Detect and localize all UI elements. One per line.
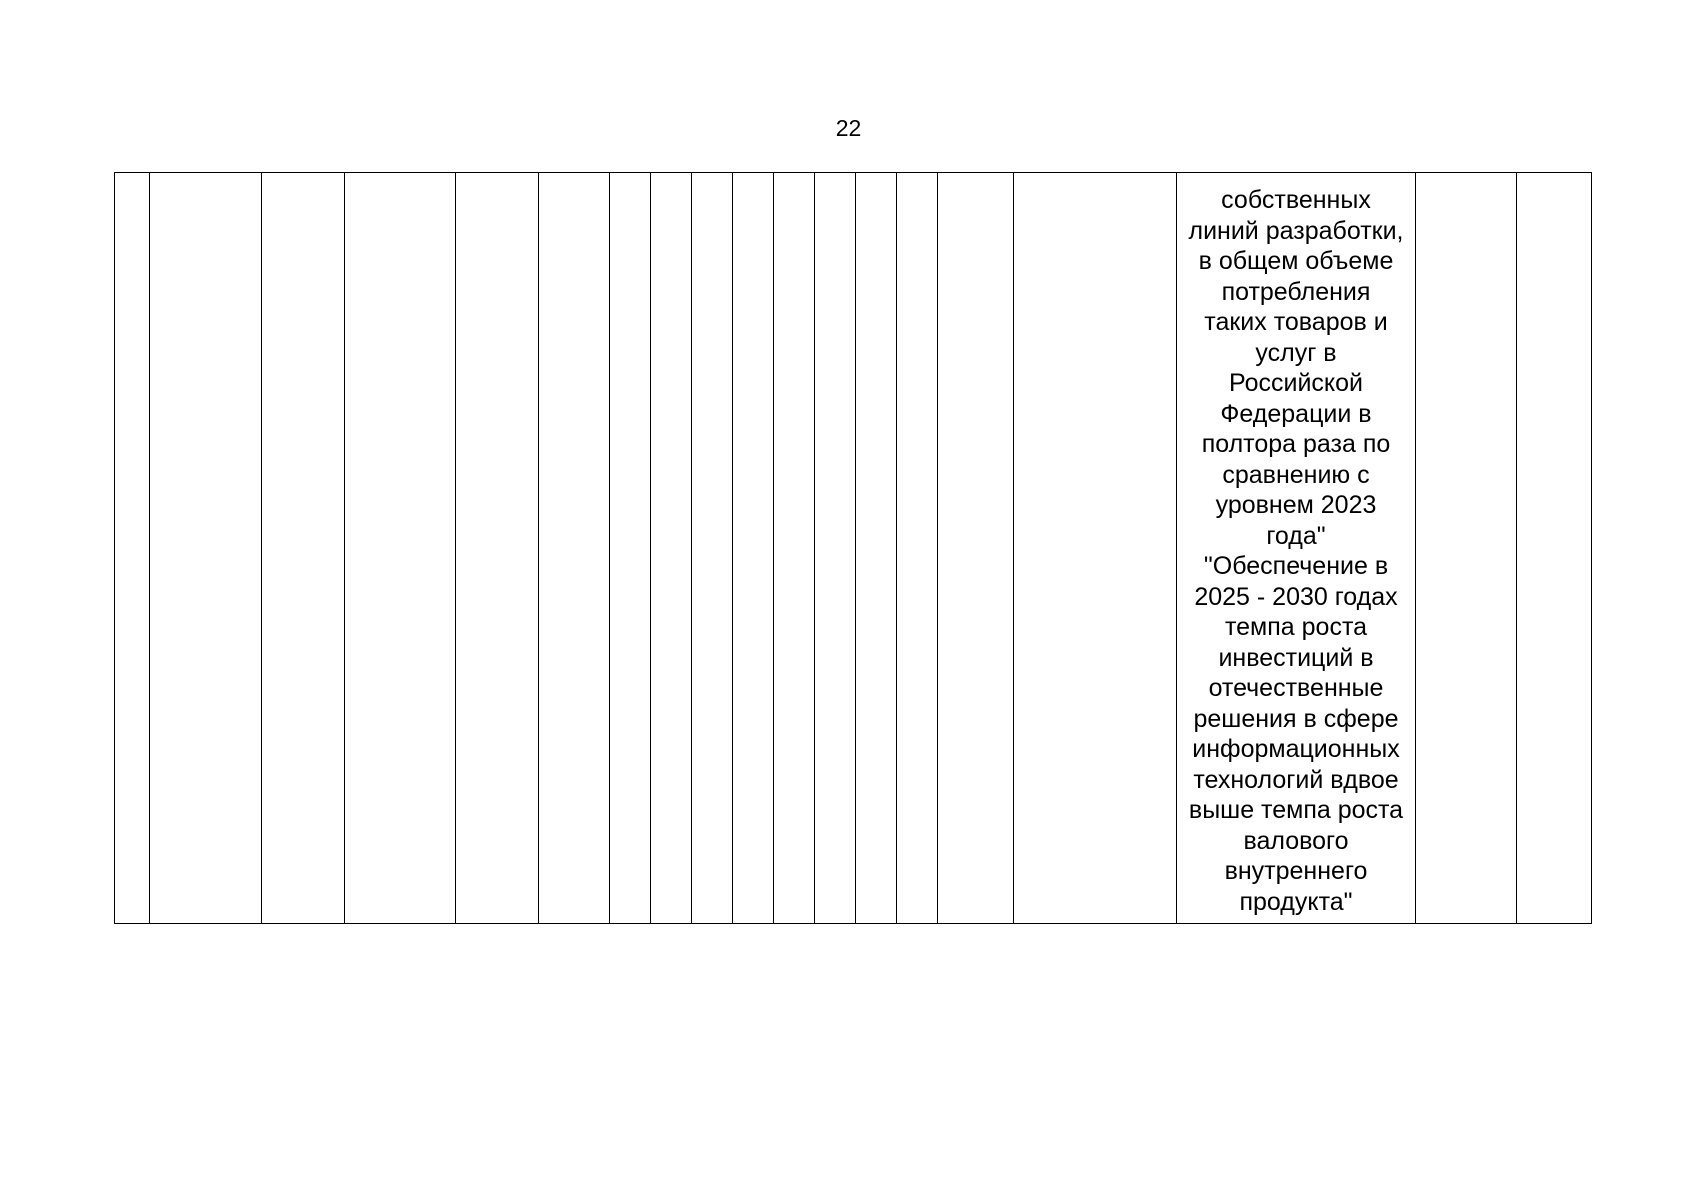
table-cell-10 bbox=[733, 173, 774, 924]
table-cell-9 bbox=[692, 173, 733, 924]
table-row bbox=[115, 173, 1592, 924]
table-cell-4 bbox=[345, 173, 456, 924]
table-cell-8 bbox=[651, 173, 692, 924]
table-cell-3 bbox=[262, 173, 345, 924]
table-cell-13 bbox=[856, 173, 897, 924]
table-cell-2 bbox=[150, 173, 262, 924]
indicator-text: собственных линий разработки, в общем объеме потребления таких товаров и услуг в Российской Федерации в полтора раза по сравнению с уровнем 2023 года" "Обеспечение в 2025 - 2030 годах темпа роста инвестиций в отечественные решения в сфере информационных технологий вдвое выше темпа роста валового внутреннего продукта" bbox=[1188, 186, 1404, 916]
table-cell-19 bbox=[1517, 173, 1592, 924]
table-cell-16 bbox=[1014, 173, 1177, 924]
table-cell-6 bbox=[539, 173, 610, 924]
table-cell-15 bbox=[938, 173, 1014, 924]
table-cell-indicator-text bbox=[1177, 173, 1416, 924]
table-cell-18 bbox=[1416, 173, 1517, 924]
table-cell-1 bbox=[115, 173, 150, 924]
document-table bbox=[114, 172, 1592, 924]
page-number: 22 bbox=[835, 115, 862, 141]
table-cell-14 bbox=[897, 173, 938, 924]
table-cell-11 bbox=[774, 173, 815, 924]
table-cell-7 bbox=[610, 173, 651, 924]
table-cell-12 bbox=[815, 173, 856, 924]
table-cell-5 bbox=[456, 173, 539, 924]
